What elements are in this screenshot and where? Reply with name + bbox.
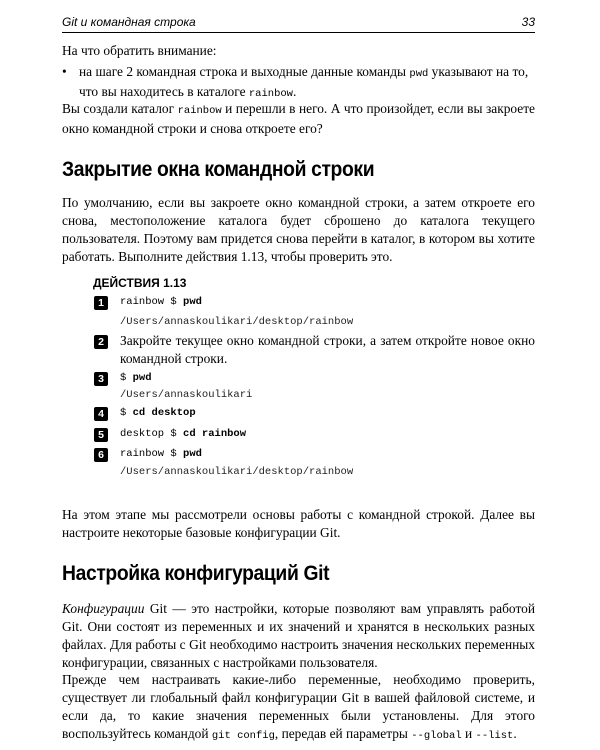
inline-code-list: --list [475,730,514,742]
summary-paragraph: На этом этапе мы рассмотрели основы работы с командной строкой. Далее вы настроите некоторые базовые конфигурации Git. [62,507,535,540]
inline-code-rainbow: rainbow [177,105,222,117]
step-instruction: Закройте текущее окно командной строки, а затем откройте новое окно командной строки. [120,333,535,366]
actions-title: ДЕЙСТВИЯ 1.13 [93,276,187,290]
running-head [62,14,535,33]
question-paragraph [62,100,535,138]
bullet-text-part: на шаге 2 командная строка и выходные данные команды [79,64,410,79]
paragraph-text-part: Git — это настройки, которые позволяют вам управлять работой Git. Они состоят из переменных и их значений и хранятся в нескольких разных файлах. Для работы с Git необходимо настроить значения нескольких переменных конфигурации, связанных с настройками пользователя. [62,601,535,670]
command: pwd [183,296,202,308]
inline-code-rainbow: rainbow [248,88,293,100]
command: cd rainbow [183,428,247,440]
paragraph-text-part: , передав ей параметры [274,726,412,741]
intro-lead: На что обратить внимание: [62,43,217,58]
term-configurations: Конфигурации [62,601,145,616]
question-text-part: и перешли в него. А что произойдет, если вы закроете окно командной строки и снова откроете его? [62,101,536,136]
bullet-dot: • [62,64,67,79]
prompt: rainbow $ [120,448,184,460]
step-command [120,448,202,460]
paragraph-text-part: Прежде чем настраивать какие-либо переменные, необходимо проверить, существует ли глобальный файл конфигурации Git в вашей файловой системе, и если да, то какие значения переменных были установлены. Для этого воспользуйтесь командой [62,672,535,741]
step-output: /Users/annaskoulikari/desktop/rainbow [120,466,354,478]
command: pwd [183,448,202,460]
step-command [120,428,246,440]
step-badge: 2 [94,335,108,349]
step-command [120,407,196,419]
paragraph-text-part: и [461,726,476,741]
page-number: 33 [521,15,535,29]
config-check-paragraph [62,671,535,745]
prompt: $ [120,407,133,419]
command: cd desktop [132,407,196,419]
bullet-text [79,63,535,103]
inline-code-global: --global [411,730,462,742]
section-heading-git-config: Настройка конфигураций Git [62,562,330,585]
step-badge: 1 [94,296,108,310]
step-badge: 4 [94,407,108,421]
step-command [120,296,202,308]
step-command [120,372,152,384]
prompt: rainbow $ [120,296,184,308]
step-badge: 6 [94,448,108,462]
bullet-text-part: . [292,84,297,99]
prompt: $ [120,372,133,384]
prompt: desktop $ [120,428,184,440]
paragraph-text-part: . [513,726,517,741]
step-badge: 5 [94,428,108,442]
running-head-title: Git и командная строка [62,15,196,29]
command: pwd [132,372,152,384]
bullet-text-part: указывают на то, что вы находитесь в каталоге [79,64,529,99]
step-output: /Users/annaskoulikari/desktop/rainbow [120,316,354,328]
step-output: /Users/annaskoulikari [120,389,253,401]
default-behavior-paragraph: По умолчанию, если вы закроете окно командной строки, а затем откроете его снова, местоположение каталога будет сброшено до каталога текущего пользователя. Поэтому вам придется снова перейти в каталог, в котором вы хотите работать. Выполните действия 1.13, чтобы проверить это. [62,195,535,264]
section-heading-close-terminal: Закрытие окна командной строки [62,158,375,181]
inline-code-git-config: git config [211,730,275,742]
step-badge: 3 [94,372,108,386]
question-text-part: Вы создали каталог [62,101,178,116]
config-definition-paragraph [62,600,535,672]
inline-code-pwd: pwd [409,68,429,80]
